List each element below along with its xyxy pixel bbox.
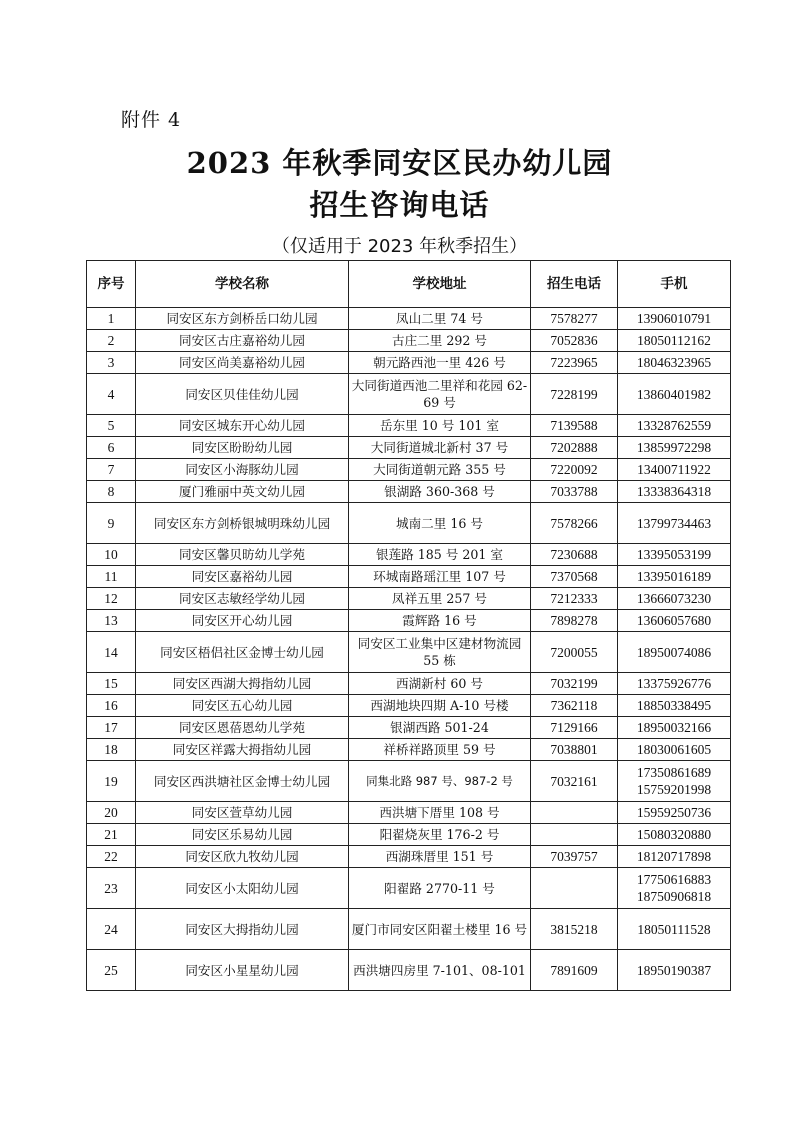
cell-school-name: 同安区欣九牧幼儿园: [136, 846, 349, 868]
attachment-label: 附件 4: [121, 109, 182, 131]
table-row: [87, 824, 731, 846]
table-row: [87, 950, 731, 991]
cell-school-name: 同安区西洪塘社区金博士幼儿园: [136, 761, 349, 802]
table-row: [87, 802, 731, 824]
cell-phone: 7032199: [531, 673, 618, 695]
cell-mobile: 18120717898: [618, 846, 731, 868]
cell-no: 6: [87, 437, 136, 459]
cell-no: 5: [87, 415, 136, 437]
table-row: [87, 610, 731, 632]
cell-phone: 7129166: [531, 717, 618, 739]
cell-phone: 7898278: [531, 610, 618, 632]
cell-mobile: 13395053199: [618, 544, 731, 566]
cell-school-name: 同安区志敏经学幼儿园: [136, 588, 349, 610]
cell-mobile: 13906010791: [618, 308, 731, 330]
table-body: [87, 308, 731, 991]
header-phone: 招生电话: [531, 261, 618, 308]
cell-phone: 7362118: [531, 695, 618, 717]
cell-address: 环城南路瑶江里 107 号: [349, 566, 531, 588]
cell-address: 西洪塘下厝里 108 号: [349, 802, 531, 824]
cell-school-name: 同安区尚美嘉裕幼儿园: [136, 352, 349, 374]
header-address: 学校地址: [349, 261, 531, 308]
cell-no: 22: [87, 846, 136, 868]
cell-no: 17: [87, 717, 136, 739]
cell-address: 西湖地块四期 A-10 号楼: [349, 695, 531, 717]
table-row: [87, 330, 731, 352]
cell-address: 西湖新村 60 号: [349, 673, 531, 695]
cell-no: 25: [87, 950, 136, 991]
table-row: [87, 846, 731, 868]
cell-address: 大同街道城北新村 37 号: [349, 437, 531, 459]
cell-mobile: 18046323965: [618, 352, 731, 374]
header-no: 序号: [87, 261, 136, 308]
cell-school-name: 同安区盼盼幼儿园: [136, 437, 349, 459]
cell-mobile: 13400711922: [618, 459, 731, 481]
cell-no: 24: [87, 909, 136, 950]
cell-phone: 7370568: [531, 566, 618, 588]
cell-school-name: 同安区古庄嘉裕幼儿园: [136, 330, 349, 352]
cell-school-name: 同安区开心幼儿园: [136, 610, 349, 632]
table-row: [87, 588, 731, 610]
cell-school-name: 同安区小海豚幼儿园: [136, 459, 349, 481]
header-mobile: 手机: [618, 261, 731, 308]
cell-mobile: 17350861689 15759201998: [618, 761, 731, 802]
cell-school-name: 同安区萱草幼儿园: [136, 802, 349, 824]
cell-mobile: 13375926776: [618, 673, 731, 695]
cell-address: 岳东里 10 号 101 室: [349, 415, 531, 437]
cell-mobile: 18950032166: [618, 717, 731, 739]
table-row: [87, 761, 731, 802]
cell-no: 7: [87, 459, 136, 481]
cell-address: 祥桥祥路顶里 59 号: [349, 739, 531, 761]
cell-school-name: 厦门雅丽中英文幼儿园: [136, 481, 349, 503]
cell-mobile: 13328762559: [618, 415, 731, 437]
cell-address: 银湖西路 501-24: [349, 717, 531, 739]
table-row: [87, 437, 731, 459]
cell-school-name: 同安区五心幼儿园: [136, 695, 349, 717]
cell-no: 23: [87, 868, 136, 909]
cell-phone: 7033788: [531, 481, 618, 503]
cell-no: 9: [87, 503, 136, 544]
cell-mobile: 13338364318: [618, 481, 731, 503]
cell-mobile: 13859972298: [618, 437, 731, 459]
cell-address: 厦门市同安区阳翟土楼里 16 号: [349, 909, 531, 950]
cell-address: 阳翟烧灰里 176-2 号: [349, 824, 531, 846]
cell-mobile: 18050112162: [618, 330, 731, 352]
cell-no: 15: [87, 673, 136, 695]
cell-mobile: 18050111528: [618, 909, 731, 950]
cell-phone: 7032161: [531, 761, 618, 802]
table-row: [87, 717, 731, 739]
cell-address: 霞辉路 16 号: [349, 610, 531, 632]
cell-mobile: 18850338495: [618, 695, 731, 717]
cell-school-name: 同安区乐易幼儿园: [136, 824, 349, 846]
cell-phone: [531, 868, 618, 909]
cell-phone: [531, 802, 618, 824]
cell-mobile: 13860401982: [618, 374, 731, 415]
cell-address: 阳翟路 2770-11 号: [349, 868, 531, 909]
cell-school-name: 同安区小星星幼儿园: [136, 950, 349, 991]
cell-mobile: 18030061605: [618, 739, 731, 761]
table-row: [87, 503, 731, 544]
cell-phone: [531, 824, 618, 846]
table-row: [87, 374, 731, 415]
subtitle: （仅适用于 2023 年秋季招生）: [271, 236, 528, 257]
cell-phone: 7052836: [531, 330, 618, 352]
cell-no: 19: [87, 761, 136, 802]
cell-phone: 7212333: [531, 588, 618, 610]
cell-mobile: 15959250736: [618, 802, 731, 824]
cell-address: 城南二里 16 号: [349, 503, 531, 544]
cell-mobile: 18950074086: [618, 632, 731, 673]
cell-school-name: 同安区小太阳幼儿园: [136, 868, 349, 909]
cell-mobile: 17750616883 18750906818: [618, 868, 731, 909]
cell-school-name: 同安区城东开心幼儿园: [136, 415, 349, 437]
cell-address: 古庄二里 292 号: [349, 330, 531, 352]
title-line-2: 招生咨询电话: [309, 188, 490, 222]
cell-phone: 7220092: [531, 459, 618, 481]
cell-no: 18: [87, 739, 136, 761]
cell-phone: 7200055: [531, 632, 618, 673]
cell-address: 银湖路 360-368 号: [349, 481, 531, 503]
cell-phone: 3815218: [531, 909, 618, 950]
table-row: [87, 481, 731, 503]
cell-phone: 7578277: [531, 308, 618, 330]
cell-school-name: 同安区大拇指幼儿园: [136, 909, 349, 950]
cell-no: 11: [87, 566, 136, 588]
cell-mobile: 15080320880: [618, 824, 731, 846]
cell-mobile: 13395016189: [618, 566, 731, 588]
cell-no: 13: [87, 610, 136, 632]
cell-mobile: 13606057680: [618, 610, 731, 632]
cell-phone: 7039757: [531, 846, 618, 868]
table-row: [87, 632, 731, 673]
cell-no: 4: [87, 374, 136, 415]
cell-address: 西湖珠厝里 151 号: [349, 846, 531, 868]
cell-mobile: 13799734463: [618, 503, 731, 544]
table-row: [87, 415, 731, 437]
cell-address: 凤祥五里 257 号: [349, 588, 531, 610]
cell-mobile: 18950190387: [618, 950, 731, 991]
cell-address: 大同街道朝元路 355 号: [349, 459, 531, 481]
table-row: [87, 566, 731, 588]
cell-phone: 7578266: [531, 503, 618, 544]
cell-phone: 7202888: [531, 437, 618, 459]
table-row: [87, 673, 731, 695]
cell-no: 12: [87, 588, 136, 610]
table-header-row: [87, 261, 731, 308]
cell-no: 3: [87, 352, 136, 374]
cell-address: 西洪塘四房里 7-101、08-101: [349, 950, 531, 991]
cell-phone: 7038801: [531, 739, 618, 761]
cell-school-name: 同安区东方剑桥岳口幼儿园: [136, 308, 349, 330]
table-row: [87, 308, 731, 330]
cell-school-name: 同安区祥露大拇指幼儿园: [136, 739, 349, 761]
cell-no: 8: [87, 481, 136, 503]
cell-phone: 7139588: [531, 415, 618, 437]
table-row: [87, 695, 731, 717]
title-line-1: 2023 年秋季同安区民办幼儿园: [186, 146, 613, 180]
cell-address: 同安区工业集中区建材物流园 55 栋: [349, 632, 531, 673]
cell-no: 21: [87, 824, 136, 846]
header-name: 学校名称: [136, 261, 349, 308]
cell-mobile: 13666073230: [618, 588, 731, 610]
cell-school-name: 同安区贝佳佳幼儿园: [136, 374, 349, 415]
table-row: [87, 909, 731, 950]
cell-school-name: 同安区馨贝昉幼儿学苑: [136, 544, 349, 566]
cell-no: 1: [87, 308, 136, 330]
enrollment-table: [86, 260, 731, 991]
table-row: [87, 352, 731, 374]
cell-address: 大同街道西池二里祥和花园 62-69 号: [349, 374, 531, 415]
cell-no: 2: [87, 330, 136, 352]
cell-no: 20: [87, 802, 136, 824]
cell-phone: 7230688: [531, 544, 618, 566]
cell-address: 银莲路 185 号 201 室: [349, 544, 531, 566]
cell-school-name: 同安区梧侣社区金博士幼儿园: [136, 632, 349, 673]
cell-no: 16: [87, 695, 136, 717]
cell-no: 10: [87, 544, 136, 566]
cell-phone: 7891609: [531, 950, 618, 991]
cell-no: 14: [87, 632, 136, 673]
cell-school-name: 同安区嘉裕幼儿园: [136, 566, 349, 588]
cell-school-name: 同安区西湖大拇指幼儿园: [136, 673, 349, 695]
cell-address: 朝元路西池一里 426 号: [349, 352, 531, 374]
cell-phone: 7223965: [531, 352, 618, 374]
table-row: [87, 544, 731, 566]
table-row: [87, 739, 731, 761]
cell-school-name: 同安区东方剑桥银城明珠幼儿园: [136, 503, 349, 544]
cell-address: 凤山二里 74 号: [349, 308, 531, 330]
table-row: [87, 868, 731, 909]
cell-address: 同集北路 987 号、987-2 号: [349, 761, 531, 802]
cell-phone: 7228199: [531, 374, 618, 415]
table-row: [87, 459, 731, 481]
cell-school-name: 同安区恩蓓恩幼儿学苑: [136, 717, 349, 739]
